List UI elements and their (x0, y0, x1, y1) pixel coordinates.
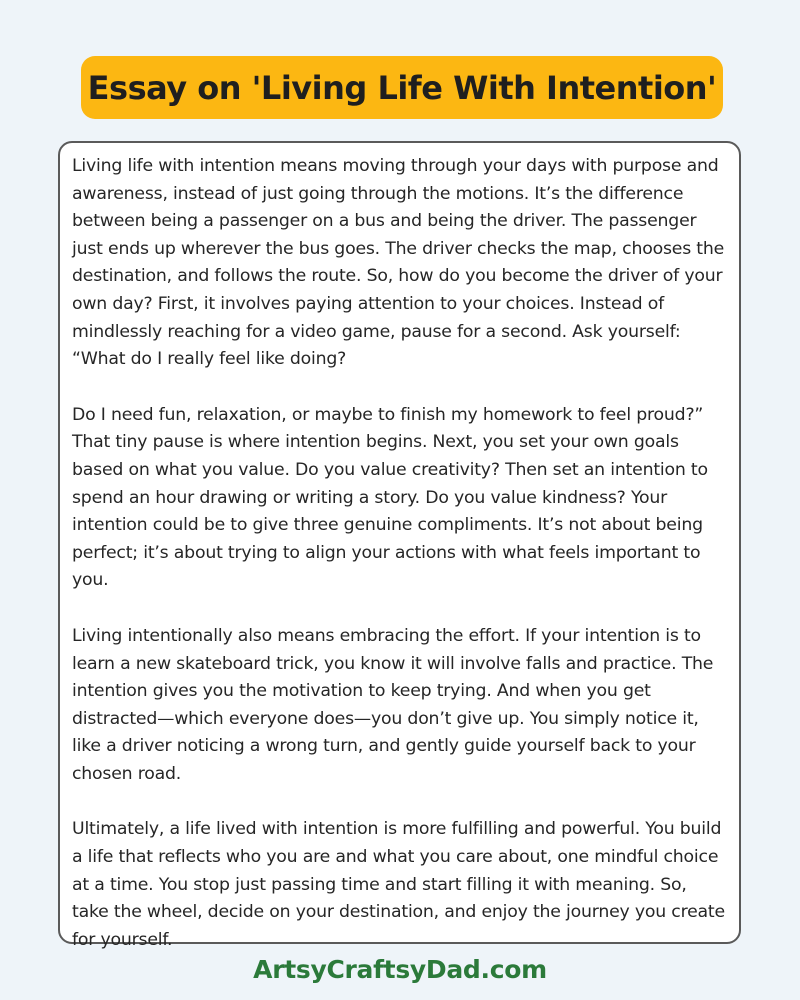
footer-website: ArtsyCraftsyDad.com (253, 955, 547, 984)
essay-paragraph-4: Ultimately, a life lived with intention is more fulfilling and powerful. You build a life that reflects who you are and what you care about, one mindful choice at a time. You stop just passing time and start filling it with meaning. So, take the wheel, decide on your destination, and enjoy the journey you create for yourself. (72, 819, 725, 950)
essay-paragraph-2: Do I need fun, relaxation, or maybe to finish my homework to feel proud?” That tiny pause is where intention begins. Next, you set your own goals based on what you value. Do you value creativity? Then set an intention to spend an hour drawing or writing a story. Do you value kindness? Your intention could be to give three genuine compliments. It’s not about being perfect; it’s about trying to align your actions with what feels important to you. (72, 404, 708, 591)
essay-paragraph-3: Living intentionally also means embracing the effort. If your intention is to learn a new skateboard trick, you know it will involve falls and practice. The intention gives you the motivation to keep trying. And when you get distracted—which everyone does—you don’t give up. You simply notice it, like a driver noticing a wrong turn, and gently guide yourself back to your chosen road. (72, 625, 714, 784)
page-title: Essay on 'Living Life With Intention' (87, 68, 717, 107)
title-banner (81, 56, 723, 119)
essay-card (58, 141, 741, 950)
essay-paragraph-1: Living life with intention means moving through your days with purpose and awareness, instead of just going through the motions. It’s the difference between being a passenger on a bus and being the driver. The passenger just ends up wherever the bus goes. The driver checks the map, chooses the destination, and follows the route. So, how do you become the driver of your own day? First, it involves paying attention to your choices. Instead of mindlessly reaching for a video game, pause for a second. Ask yourself: “What do I really feel like doing? (72, 156, 725, 370)
